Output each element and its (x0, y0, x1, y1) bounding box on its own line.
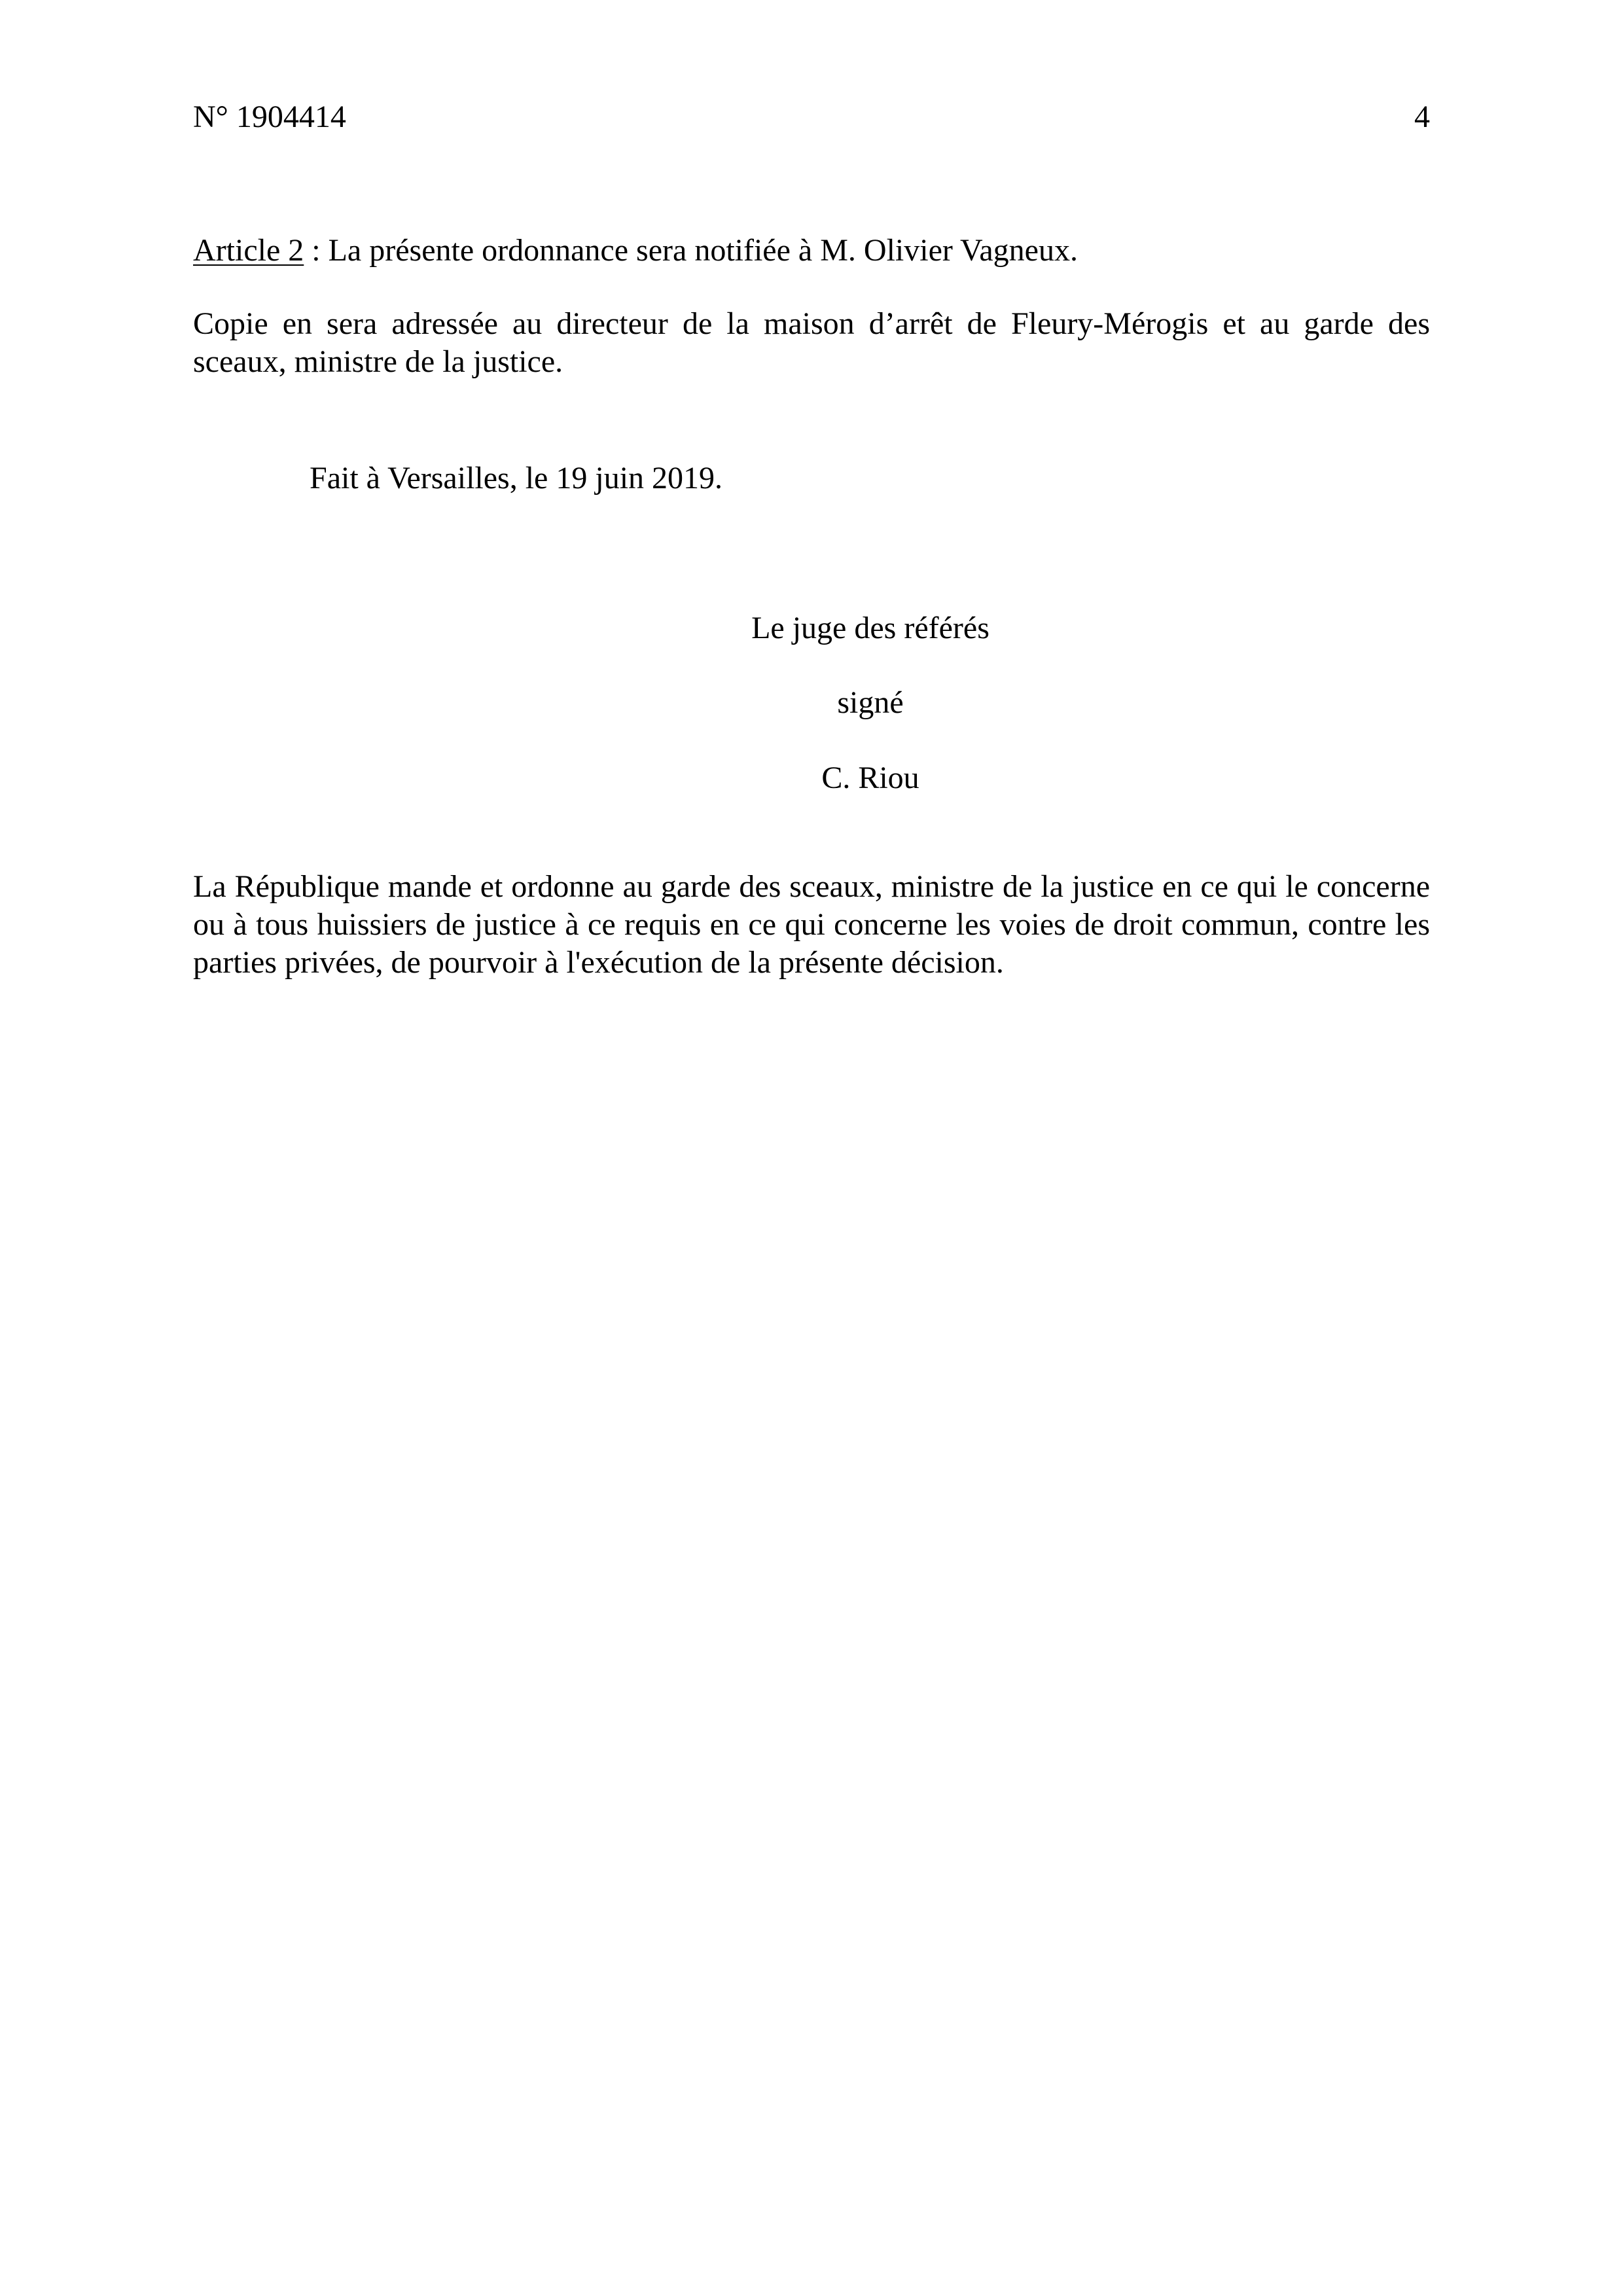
article-2-paragraph (193, 232, 1430, 270)
judge-title: Le juge des référés (751, 611, 990, 645)
case-number: N° 1904414 (193, 99, 346, 134)
executory-formula: La République mande et ordonne au garde des sceaux, ministre de la justice en ce qui le concerne ou à tous huissiers de justice à ce requis en ce qui concerne les voies de droit commun, contre les parties privées, de pourvoir à l'exécution de la présente décision. (193, 869, 1430, 980)
judge-name: C. Riou (821, 761, 919, 795)
place-and-date: Fait à Versailles, le 19 juin 2019. (310, 461, 723, 495)
article-text: : La présente ordonnance sera notifiée à M. Olivier Vagneux. (304, 233, 1078, 268)
copy-paragraph: Copie en sera adressée au directeur de la maison d’arrêt de Fleury-Mérogis et au garde des sceaux, ministre de la justice. (193, 306, 1430, 379)
page-number: 4 (1414, 99, 1430, 134)
article-label: Article 2 (193, 233, 304, 268)
signed-mention: signé (837, 685, 904, 720)
